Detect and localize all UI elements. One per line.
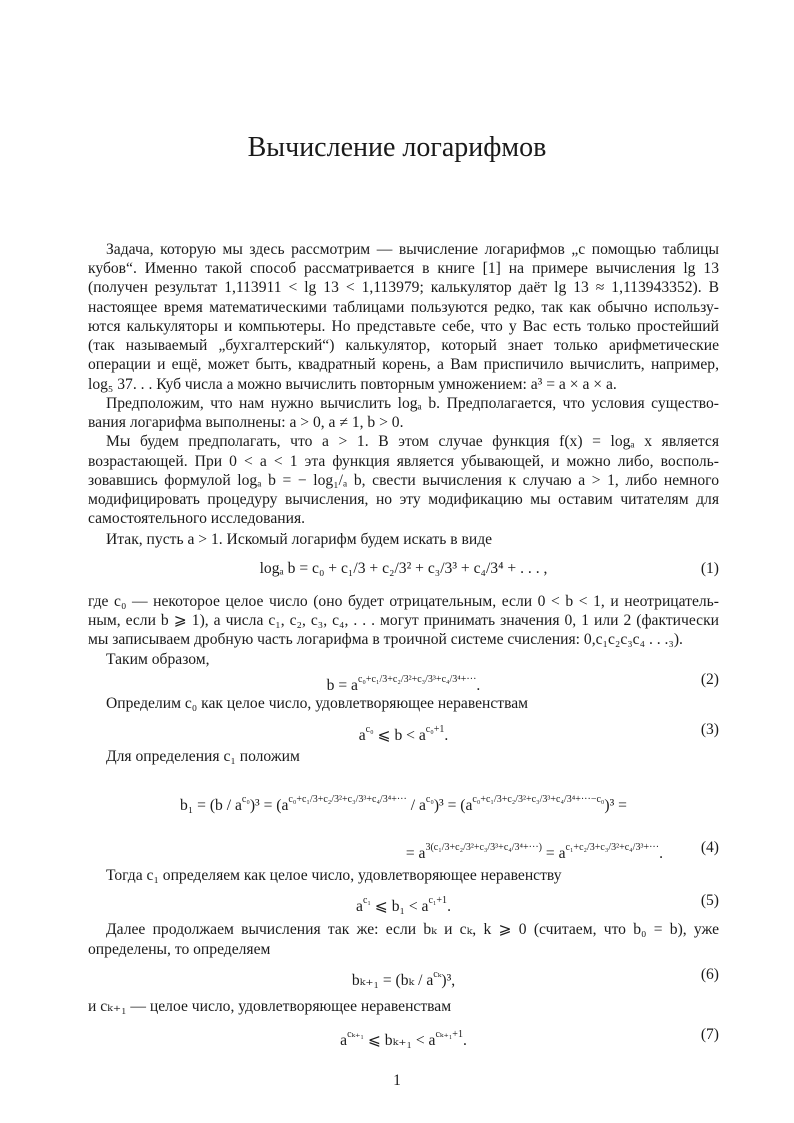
text-line: ются калькуляторы и компьютеры. Но представьте себе, что у Вас есть только простейший xyxy=(88,318,719,335)
equation-exponent: c₀ xyxy=(365,724,374,735)
text-line: и cₖ₊₁ — целое число, удовлетворяющее неравенствам xyxy=(88,998,452,1015)
equation-text: . xyxy=(462,1032,467,1049)
equation-text: ⩽ b₁ < a xyxy=(370,898,429,915)
equation-text: . xyxy=(447,898,451,915)
equation xyxy=(88,836,719,860)
equation-text: )³ = (a xyxy=(249,797,289,814)
text-line: Итак, пусть a > 1. Искомый логарифм будем искать в виде xyxy=(106,531,493,548)
equation-text: )³, xyxy=(441,972,456,989)
text-line: операции и ещё, может быть, квадратный корень, а Вам приспичило вычислить, например, xyxy=(88,356,719,373)
equation-text: )³ = xyxy=(604,797,627,814)
text-line: настоящее время математическими таблицами пользуются редко, так как обычно использу- xyxy=(88,299,719,316)
equation-text: = a xyxy=(405,845,426,862)
equation xyxy=(88,718,719,742)
page-number: 1 xyxy=(393,1072,401,1089)
equation-text: b₁ = (b / a xyxy=(180,797,242,814)
text-line: где c₀ — некоторое целое число (оно будет отрицательным, если 0 < b < 1, и неотрицатель- xyxy=(88,593,719,610)
equation xyxy=(88,668,719,692)
equation-exponent: c₀+1 xyxy=(425,724,445,735)
text-line: ным, если b ⩾ 1), а числа c₁, c₂, c₃, c₄, . . . могут принимать значения 0, 1 или 2 (фактически xyxy=(88,612,719,629)
equation-number: (4) xyxy=(700,839,719,856)
text-line: Определим c₀ как целое число, удовлетворяющее неравенствам xyxy=(106,695,529,712)
text-line: Тогда c₁ определяем как целое число, удовлетворяющее неравенству xyxy=(106,867,562,884)
equation-text: . xyxy=(444,727,449,744)
equation-text: . xyxy=(476,677,481,694)
text-line: (так называемый „бухгалтерский“) калькулятор, который знает только арифметические xyxy=(88,337,719,354)
equation-exponent: c₁+c₂/3+c₃/3²+c₄/3³+··· xyxy=(565,842,660,853)
equation xyxy=(88,963,719,987)
equation-exponent: cₖ₊₁+1 xyxy=(435,1029,463,1040)
equation-exponent: c₀ xyxy=(241,794,250,805)
text-line: возрастающей. При 0 < a < 1 эта функция является убывающей, и можно либо, восполь- xyxy=(88,453,719,470)
equation-text: )³ = (a xyxy=(433,797,473,814)
text-line: Для определения c₁ положим xyxy=(106,748,300,765)
page-title: Вычисление логарифмов xyxy=(247,132,547,163)
text-line: log₅ 37. . . Куб числа a можно вычислить повторным умножением: a³ = a × a × a. xyxy=(88,376,617,393)
equation xyxy=(88,1023,719,1047)
equation-exponent: c₀ xyxy=(425,794,434,805)
equation-text: b = a xyxy=(326,677,358,694)
equation-text: / a xyxy=(406,797,426,814)
text-line: определены, то определяем xyxy=(88,941,271,958)
equation-text: = a xyxy=(541,845,566,862)
text-line: Мы будем предполагать, что a > 1. В этом случае функция f(x) = logₐ x является xyxy=(106,433,719,450)
equation-exponent: c₀+c₁/3+c₂/3²+c₃/3³+c₄/3⁴+··· xyxy=(288,794,407,805)
equation-text: . xyxy=(659,845,663,862)
equation-number: (2) xyxy=(700,671,719,688)
equation-number: (3) xyxy=(700,721,719,738)
equation-text: ⩽ b < a xyxy=(373,727,426,744)
text-line: Задача, которую мы здесь рассмотрим — вычисление логарифмов „с помощью таблицы xyxy=(106,241,719,258)
equation-text: logₐ b = c₀ + c₁/3 + c₂/3² + c₃/3³ + c₄/3⁴ + . . . , xyxy=(259,560,548,577)
equation-text: a xyxy=(358,727,366,744)
equation-exponent: c₁+1 xyxy=(428,895,448,906)
equation-exponent: 3(c₁/3+c₂/3²+c₃/3³+c₄/3⁴+···) xyxy=(425,842,542,853)
equation-exponent: cₖ₊₁ xyxy=(347,1029,364,1040)
equation-exponent: c₀+c₁/3+c₂/3²+c₃/3³+c₄/3⁴+··· xyxy=(357,674,477,685)
text-line: модифицировать процедуру вычисления, но эту модификацию мы оставим читателям для xyxy=(88,491,719,508)
equation-text: a xyxy=(356,898,363,915)
equation-text: bₖ₊₁ = (bₖ / a xyxy=(351,972,434,989)
text-line: кубов“. Именно такой способ рассматривается в книге [1] на примере вычисления lg 13 xyxy=(88,260,719,277)
equation xyxy=(88,788,719,812)
text-line: Далее продолжаем вычисления так же: если bₖ и cₖ, k ⩾ 0 (считаем, что b₀ = b), уже xyxy=(106,921,719,938)
text-line: Таким образом, xyxy=(106,651,210,668)
equation-number: (1) xyxy=(700,560,719,577)
text-line: самостоятельного исследования. xyxy=(88,510,306,527)
text-line: (получен результат 1,113911 < lg 13 < 1,113979; калькулятор даёт lg 13 ≈ 1,113943352). В xyxy=(88,279,719,296)
text-line: зовавшись формулой logₐ b = − log₁/ₐ b, свести вычисления к случаю a > 1, либо немного xyxy=(88,472,719,489)
text-line: Предположим, что нам нужно вычислить logₐ b. Предполагается, что условия существо- xyxy=(106,395,719,412)
equation-number: (6) xyxy=(700,966,719,983)
equation-exponent: c₁ xyxy=(362,895,371,906)
equation-exponent: c₀+c₁/3+c₂/3²+c₃/3³+c₄/3⁴+···−c₀ xyxy=(472,794,605,805)
equation-number: (7) xyxy=(700,1026,719,1043)
text-line: мы записываем дробную часть логарифма в троичной системе счисления: 0,c₁c₂c₃c₄ . . .₃). xyxy=(88,631,683,648)
text-line: вания логарифма выполнены: a > 0, a ≠ 1, b > 0. xyxy=(88,414,404,431)
equation-text: a xyxy=(340,1032,348,1049)
equation-text: ⩽ bₖ₊₁ < a xyxy=(363,1032,436,1049)
equation xyxy=(88,557,719,581)
equation-exponent: cₖ xyxy=(433,969,442,980)
equation xyxy=(88,889,719,913)
equation-number: (5) xyxy=(700,892,719,909)
